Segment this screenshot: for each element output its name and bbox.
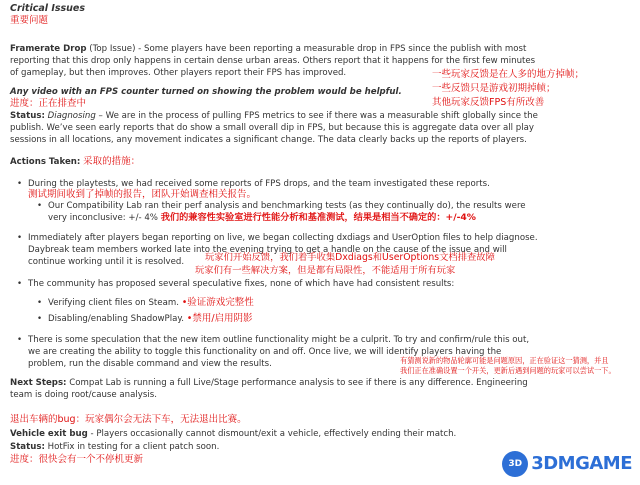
action-bullet-4-line-2: we are creating the ability to toggle this functionality on and off. Once live, we will identify players having the: [28, 347, 502, 357]
framerate-status-line-1: [10, 110, 538, 122]
next-steps-text-2: team is doing root/cause analysis.: [10, 390, 157, 400]
vehicle-progress-cn: 进度：很快会有一个不停机更新: [10, 454, 144, 465]
next-steps-line-1: [10, 377, 528, 389]
action-bullet-1-sub-cn: 我们的兼容性实验室进行性能分析和基准测试，结果是相当不确定的：+/-4%: [160, 212, 476, 223]
action-bullet-3-sub-2-cn: •禁用/启用阴影: [186, 313, 253, 324]
framerate-desc-1: - Some players have been reporting a measurable drop in FPS since the publish with most: [135, 44, 527, 54]
action-bullet-1-cn: 测试期间收到了掉帧的报告，团队开始调查相关报告。: [28, 189, 257, 200]
action-bullet-4-line-3: problem, run the disable command and view the results.: [28, 359, 272, 369]
framerate-tag: (Top Issue): [89, 44, 136, 54]
action-bullet-3-sub-1: [48, 297, 254, 309]
watermark-logo-icon: 3D: [502, 451, 528, 477]
vehicle-bug-text: - Players occasionally cannot dismount/exit a vehicle, effectively ending their match.: [87, 429, 457, 439]
status-label: Status:: [10, 111, 45, 121]
watermark-text: 3DMGAME: [531, 453, 632, 474]
framerate-desc-3: of gameplay, but then improves. Other players report their FPS has improved.: [10, 68, 347, 78]
actions-label-cn: 采取的措施：: [83, 156, 141, 167]
video-note: Any video with an FPS counter turned on showing the problem would be helpful.: [10, 87, 402, 97]
framerate-cn-1: 一些玩家反馈是在人多的地方掉帧；: [432, 69, 585, 80]
framerate-cn-3: 其他玩家反馈FPS有所改善: [432, 97, 545, 108]
action-bullet-4-cn-2: 我们正在准确设置一个开关，更新后遇到问题的玩家可以尝试一下。: [400, 366, 616, 375]
status-text-3: sessions in all locations, any movement indicates a significant change. The data clearly backs up the reports of players.: [10, 135, 527, 145]
status-text-2: publish. We’ve seen early reports that do show a small overall dip in FPS, but because this is aggregate data over all play: [10, 123, 534, 133]
action-bullet-2-line-2: Daybreak team members worked late into the evening trying to get a handle on the cause of the issue and will: [28, 245, 507, 255]
action-bullet-1-sub-1: • Our Compatibility Lab ran their perf analysis and benchmarking tests (as they continually do), the results were: [48, 200, 526, 212]
vehicle-status-line: [10, 441, 219, 453]
action-bullet-2-line-3: continue working until it is resolved.: [28, 257, 185, 267]
status-value: Diagnosing: [47, 111, 96, 121]
next-steps-text-1: Compat Lab is running a full Live/Stage performance analysis to see if there is any difference. Engineering: [66, 378, 528, 388]
vehicle-bug-label: Vehicle exit bug: [10, 429, 88, 439]
action-bullet-2-cn-2: 玩家们有一些解决方案，但是都有局限性，不能适用于所有玩家: [195, 265, 456, 276]
actions-heading: [10, 156, 140, 168]
vehicle-status-text: HotFix in testing for a client patch soon.: [44, 442, 220, 452]
vehicle-bug-line: [10, 428, 456, 440]
action-bullet-3: • The community has proposed several speculative fixes, none of which have had consistent results:: [28, 278, 454, 290]
watermark: [502, 451, 632, 477]
status-text-1: – We are in the process of pulling FPS metrics to see if there was a measurable shift globally since the: [95, 111, 538, 121]
vehicle-bug-cn: 退出车辆的bug：玩家偶尔会无法下车，无法退出比赛。: [10, 414, 247, 425]
action-bullet-3-sub-2: [48, 313, 253, 325]
action-bullet-4-line-1: • There is some speculation that the new item outline functionality might be a culprit. To try and confirm/rule this out,: [28, 334, 529, 346]
next-steps-label: Next Steps:: [10, 378, 67, 388]
action-bullet-1-sub-2-text: very inconclusive: +/- 4%: [48, 213, 158, 223]
section-title: Critical Issues: [10, 3, 86, 14]
framerate-cn-2: 一些反馈只是游戏初期掉帧；: [432, 83, 556, 94]
action-bullet-3-sub-1-cn: •验证游戏完整性: [181, 297, 254, 308]
action-bullet-3-sub-1-text: Verifying client files on Steam.: [48, 298, 179, 308]
framerate-desc-2: reporting that this drop only happens in certain dense urban areas. Others report that it happens for the first few minutes: [10, 56, 536, 66]
framerate-label: Framerate Drop: [10, 44, 87, 54]
action-bullet-1-sub-2: [48, 212, 476, 224]
action-bullet-2-cn-1: 玩家们开始反馈，我们着手收集Dxdiags和UserOptions文档排查故障: [205, 252, 495, 263]
framerate-progress-cn: 进度：正在排查中: [10, 98, 87, 109]
action-bullet-1: • During the playtests, we had received some reports of FPS drops, and the team investigated these reports.: [28, 178, 490, 190]
action-bullet-4-cn-1: 有猜测说新的物品轮廓可能是问题原因，正在验证这一猜测，并且: [400, 356, 609, 365]
framerate-line-1: [10, 43, 630, 55]
action-bullet-3-sub-2-text: Disabling/enabling ShadowPlay.: [48, 314, 184, 324]
vehicle-status-label: Status:: [10, 442, 45, 452]
actions-label: Actions Taken:: [10, 157, 81, 167]
section-title-cn: 重要问题: [10, 15, 49, 26]
action-bullet-2-line-1: • Immediately after players began reporting on live, we began collecting dxdiags and UserOption files to help diagnose.: [28, 232, 538, 244]
